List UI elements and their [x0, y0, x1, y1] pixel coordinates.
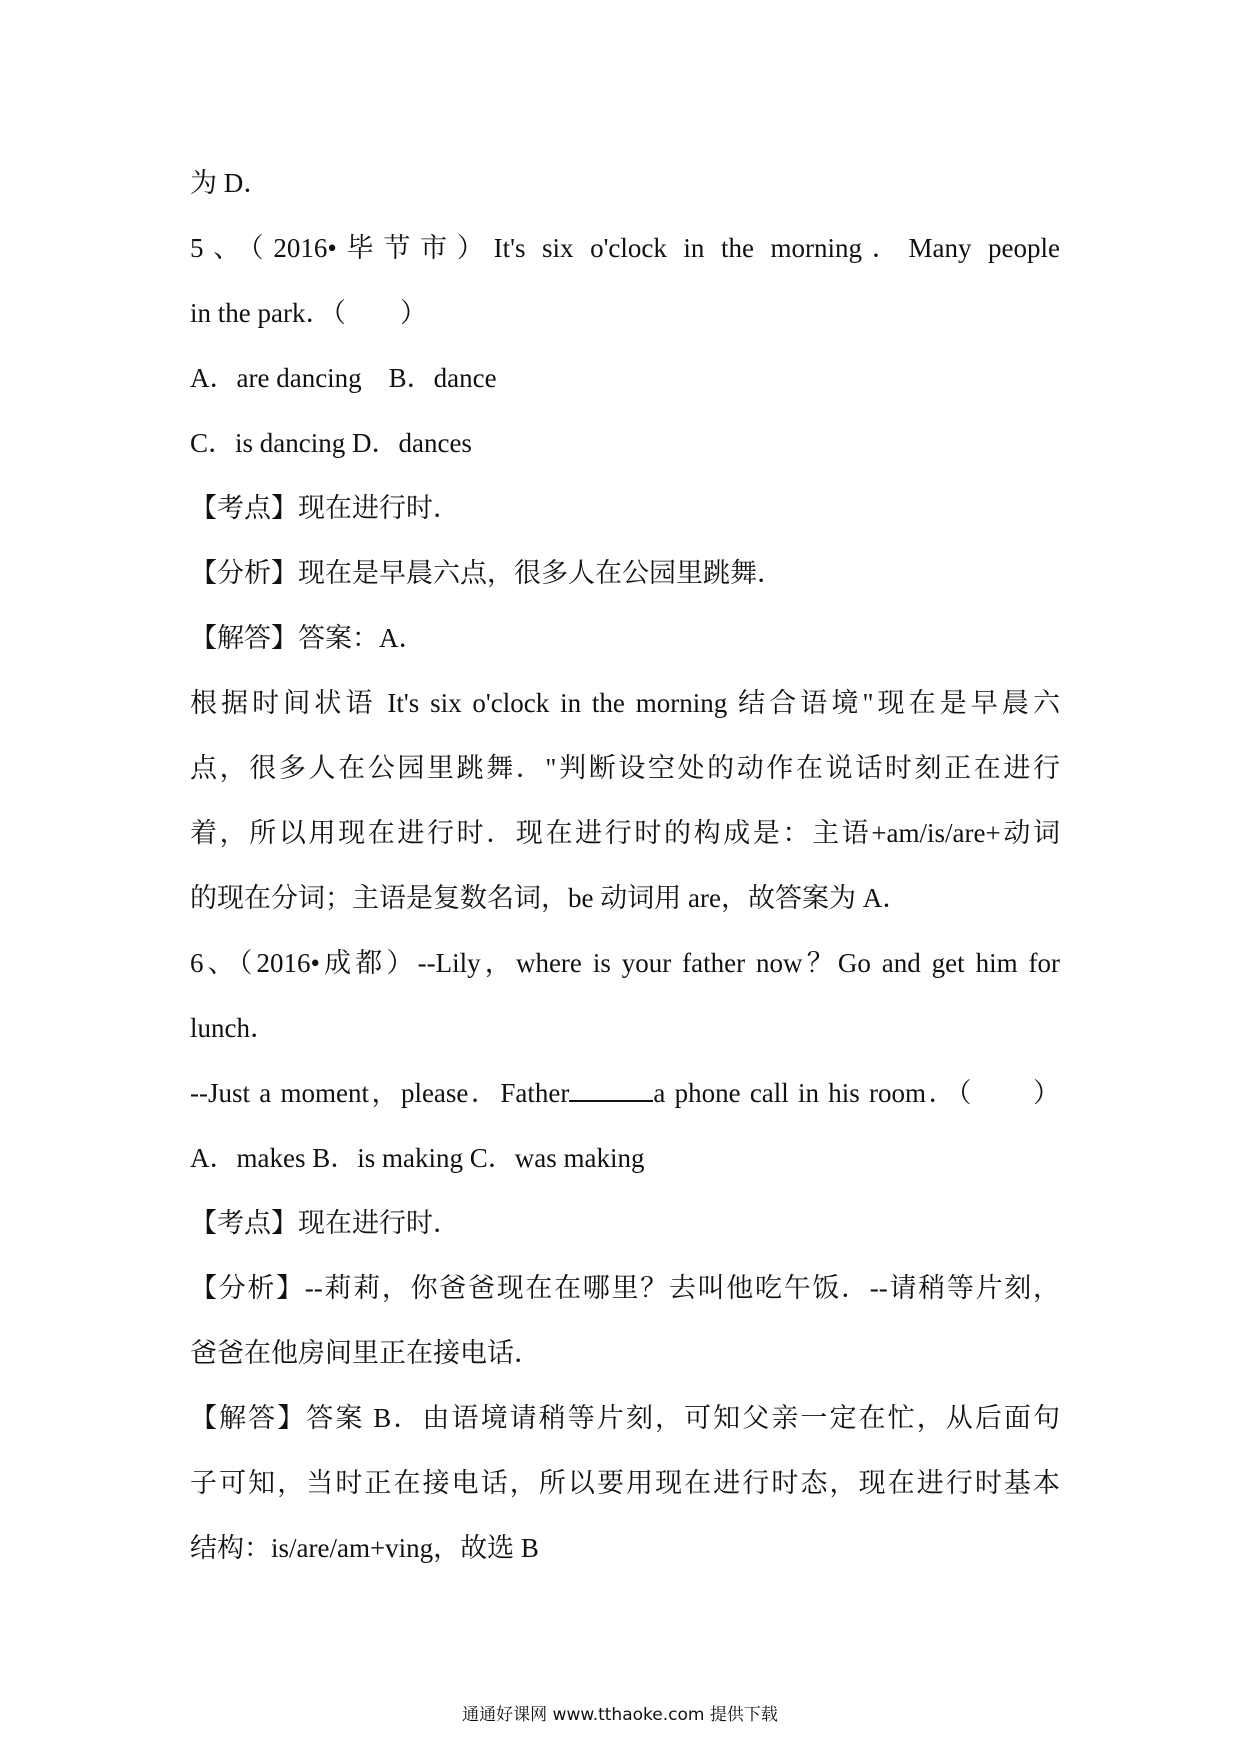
question-5-explanation-2: 点，很多人在公园里跳舞．"判断设空处的动作在说话时刻正在进行: [190, 753, 1060, 783]
question-5-explanation-3: 着，所以用现在进行时．现在进行时的构成是：主语+am/is/are+动词: [190, 818, 1060, 848]
question-5-options-ab: A．are dancing B．dance: [190, 363, 497, 393]
question-6-jieda-3: 结构：is/are/am+ving，故选 B: [190, 1533, 539, 1563]
question-5-kaodian: 【考点】现在进行时．: [190, 493, 460, 523]
question-5-options-cd: C．is dancing D．dances: [190, 428, 472, 458]
question-5-explanation-1: 根据时间状语 It's six o'clock in the morning 结合语境"现在是早晨六: [190, 688, 1060, 718]
question-6-blank-sentence: [190, 1073, 1060, 1113]
question-6-stem: 6、（2016•成都）--Lily，where is your father now？Go and get him for: [190, 948, 1060, 978]
sentence-after-blank: a phone call in his room．（ ）: [653, 1078, 1060, 1108]
question-6-fenxi-2: 爸爸在他房间里正在接电话．: [190, 1338, 541, 1368]
question-5-stem-cont: in the park．（ ）: [190, 298, 427, 328]
page-footer: 通通好课网 www.tthaoke.com 提供下载: [462, 1705, 778, 1725]
question-5-explanation-4: 的现在分词；主语是复数名词，be 动词用 are，故答案为 A．: [190, 883, 910, 913]
sentence-before-blank: --Just a moment，please．Father: [190, 1078, 570, 1108]
question-6-options: A．makes B．is making C．was making: [190, 1143, 645, 1173]
question-5-jieda: 【解答】答案：A．: [190, 623, 426, 653]
question-5-stem: 5、（2016•毕节市）It's six o'clock in the morning．Many people: [190, 233, 1060, 263]
question-6-jieda-1: 【解答】答案 B．由语境请稍等片刻，可知父亲一定在忙，从后面句: [190, 1403, 1060, 1433]
answer-blank: [569, 1078, 653, 1102]
question-6-jieda-2: 子可知，当时正在接电话，所以要用现在进行时态，现在进行时基本: [190, 1468, 1060, 1498]
text-line: 为 D．: [190, 168, 271, 198]
question-6-fenxi-1: 【分析】--莉莉，你爸爸现在在哪里？去叫他吃午饭．--请稍等片刻，: [190, 1273, 1060, 1303]
question-6-kaodian: 【考点】现在进行时．: [190, 1208, 460, 1238]
question-6-stem-cont: lunch．: [190, 1013, 277, 1043]
question-5-fenxi: 【分析】现在是早晨六点，很多人在公园里跳舞．: [190, 558, 784, 588]
